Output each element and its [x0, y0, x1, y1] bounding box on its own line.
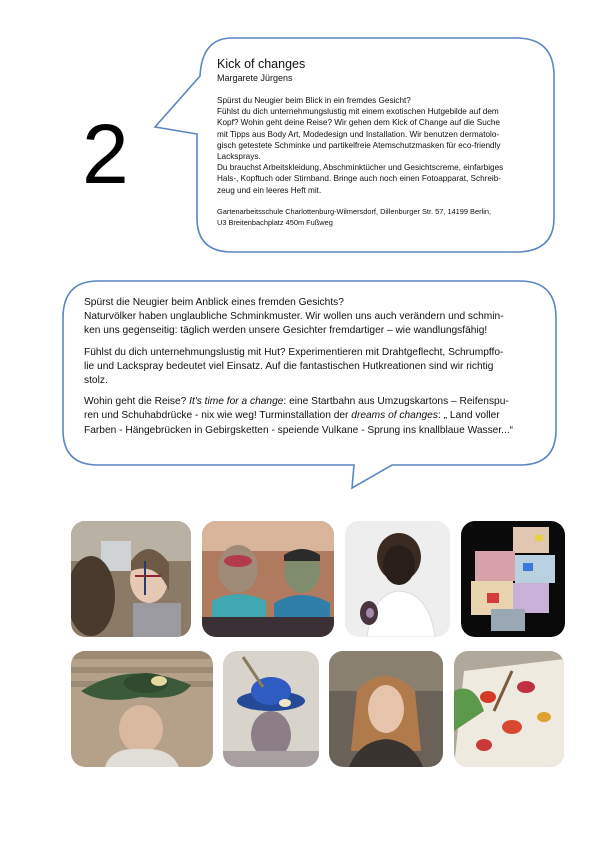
report-line: stolz.	[84, 375, 108, 387]
portrait-photo-icon	[329, 651, 443, 767]
report-text: ren und Schuhabdrücke - nix wie weg! Turminstallation der	[84, 410, 352, 422]
painting-table-photo-icon	[454, 651, 564, 767]
report-text: : eine Startbahn aus Umzugskartons – Reifenspu-	[283, 396, 509, 408]
box-tower-photo-icon	[461, 521, 565, 637]
photo-green-hat	[71, 651, 213, 767]
description-line: Du brauchst Arbeitskleidung, Abschminktücher und Gesichtscreme, einfarbiges	[217, 163, 504, 173]
course-title: Kick of changes	[217, 57, 306, 71]
report-line: Fühlst du dich unternehmungslustig mit Hut? Experimentieren mit Drahtgeflecht, Schrumpffo-	[84, 346, 504, 358]
description-line: mit Tipps aus Body Art, Modedesign und Installation. Wir benutzen dermatolo-	[217, 129, 500, 139]
report-emphasis: It's time for a change	[189, 396, 284, 408]
report-paragraph-2	[84, 346, 536, 389]
dark-face-photo-icon	[345, 521, 450, 637]
course-report	[84, 296, 536, 445]
description-line: Hals-, Kopftuch oder Stirnband. Bringe auch noch einen Fotoapparat, Schreib-	[217, 174, 502, 184]
course-author: Margarete Jürgens	[217, 73, 293, 83]
face-painting-photo-icon	[71, 521, 191, 637]
report-line: Spürst die Neugier beim Anblick eines fremden Gesichts?	[84, 297, 344, 308]
photo-painting-table	[454, 651, 564, 767]
painted-faces-photo-icon	[202, 521, 334, 637]
report-line: ken uns gegenseitig: täglich werden unsere Gesichter fremdartiger – wie wandlungsfähig!	[84, 325, 488, 337]
photo-portrait-girl	[329, 651, 443, 767]
report-text: Wohin geht die Reise?	[84, 396, 190, 408]
report-text: Farben - Hängebrücken in Gebirgsketten - speiende Vulkane - Sprung ins knallblaue Wasser...“	[84, 424, 514, 436]
address-line: Gartenarbeitsschule Charlottenburg-Wilmersdorf, Dillenburger Str. 57, 14199 Berlin,	[217, 206, 491, 216]
photo-dark-painted-face	[345, 521, 450, 637]
report-text: : „ Land voller	[437, 410, 500, 422]
blue-hat-photo-icon	[223, 651, 319, 767]
photo-box-tower-installation	[461, 521, 565, 637]
address-line: U3 Breitenbachplatz 450m Fußweg	[217, 217, 333, 227]
report-paragraph-1	[84, 296, 536, 339]
photo-face-painting	[71, 521, 191, 637]
photo-blue-hat	[223, 651, 319, 767]
green-hat-photo-icon	[71, 651, 213, 767]
description-line: Fühlst du dich unternehmungslustig mit einem exotischen Hutgebilde auf dem	[217, 107, 499, 117]
description-line: Lacksprays.	[217, 152, 261, 162]
description-line: Spürst du Neugier beim Blick in ein fremdes Gesicht?	[217, 96, 411, 105]
report-line: lie und Lackspray bedeutet viel Einsatz. Auf die fantastischen Hutkreationen sind wir richtig	[84, 360, 494, 372]
course-description	[217, 57, 542, 228]
photo-two-painted-faces	[202, 521, 334, 637]
page-number: 2	[82, 107, 129, 201]
report-line: Naturvölker haben unglaubliche Schminkmuster. Wir wollen uns auch verändern und schmin-	[84, 311, 504, 323]
description-line: gisch getestete Schminke und partikelfreie Atemschutzmasken für eco-friendly	[217, 140, 501, 150]
description-line: zeug und ein leeres Heft mit.	[217, 185, 322, 195]
description-line: Kopf? Wohin geht deine Reise? Wir gehen dem Kick of Change auf die Suche	[217, 118, 500, 128]
report-emphasis: dreams of changes	[351, 410, 438, 422]
report-paragraph-3	[84, 395, 536, 438]
course-address	[217, 206, 542, 228]
